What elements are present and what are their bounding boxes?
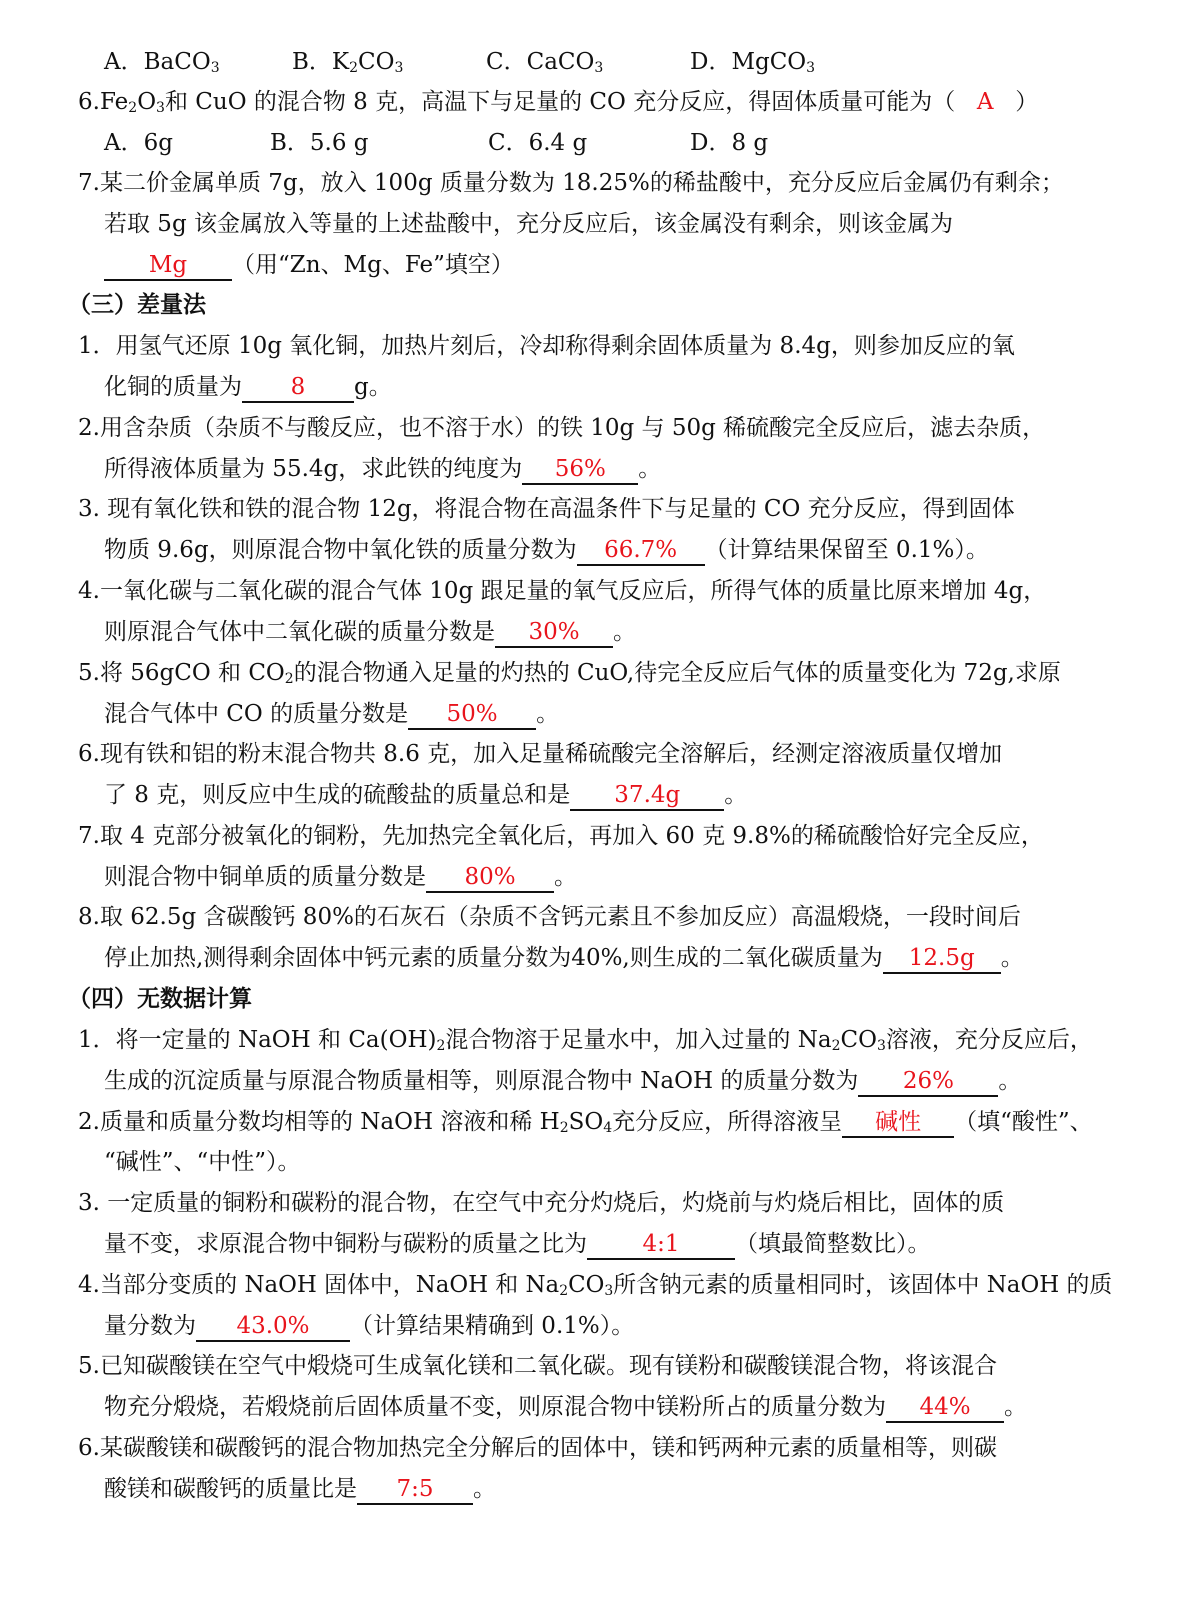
- s4-q1-line2: 生成的沉淀质量与原混合物质量相等，则原混合物中 NaOH 的质量分数为 26% 。: [104, 1066, 1021, 1097]
- s3-q5-answer-blank[interactable]: 50%: [408, 700, 536, 730]
- s3-q7-line2: 则混合物中铜单质的质量分数是 80% 。: [104, 862, 577, 893]
- s3-q2-line1: 2.用含杂质（杂质不与酸反应，也不溶于水）的铁 10g 与 50g 稀硫酸完全反应后，滤去杂质，: [78, 415, 1046, 441]
- s3-q4-line2: 则原混合气体中二氧化碳的质量分数是 30% 。: [104, 617, 636, 648]
- q5-option-a: A．BaCO$_3$: [104, 49, 220, 76]
- s3-q8-line1: 8.取 62.5g 含碳酸钙 80%的石灰石（杂质不含钙元素且不参加反应）高温煅烧，一段时间后: [78, 904, 1021, 930]
- s3-q5-line1: 5.将 56gCO 和 $CO_2$的混合物通入足量的灼热的 CuO,待完全反应后气体的质量变化为 72g,求原: [78, 660, 1061, 687]
- s3-q8-answer-blank[interactable]: 12.5g: [883, 944, 1001, 974]
- q6-stem: $6.Fe_2O_3$和 CuO 的混合物 8 克，高温下与足量的 CO 充分反应，得固体质量可能为（ A ）: [78, 89, 1039, 116]
- s4-q1-answer-blank[interactable]: 26%: [858, 1067, 998, 1097]
- s3-q2-line2: 所得液体质量为 55.4g，求此铁的纯度为 56% 。: [104, 454, 661, 485]
- q6-option-c: C．6.4 g: [488, 130, 588, 156]
- q5-option-c: C．CaCO$_3$: [486, 49, 604, 76]
- s4-q4-answer-blank[interactable]: 43.0%: [196, 1312, 350, 1342]
- s4-q3-line2: 量不变，求原混合物中铜粉与碳粉的质量之比为 4:1 （填最简整数比）。: [104, 1229, 931, 1260]
- s3-q6-line2: 了 8 克，则反应中生成的硫酸盐的质量总和是 37.4g 。: [104, 780, 747, 811]
- section3-title: （三）差量法: [68, 292, 206, 318]
- s3-q1-line2: 化铜的质量为 8 g。: [104, 372, 392, 403]
- s4-q4-line1: 4.当部分变质的 NaOH 固体中，NaOH 和 $Na_2CO_3$所含钠元素的质量相同时，该固体中 NaOH 的质: [78, 1272, 1113, 1299]
- q7-line3: Mg （用“Zn、Mg、Fe”填空）: [104, 250, 514, 281]
- s3-q7-answer-blank[interactable]: 80%: [426, 863, 554, 893]
- q5-option-b: B．$K_2CO_3$: [292, 49, 404, 76]
- s3-q4-line1: 4.一氧化碳与二氧化碳的混合气体 10g 跟足量的氧气反应后，所得气体的质量比原来增加 4g，: [78, 578, 1047, 604]
- s3-q7-line1: 7.取 4 克部分被氧化的铜粉，先加热完全氧化后，再加入 60 克 9.8%的稀硫酸恰好完全反应，: [78, 823, 1044, 849]
- q5-option-d: D．MgCO$_3$: [690, 49, 816, 76]
- s4-q5-line2: 物充分煅烧，若煅烧前后固体质量不变，则原混合物中镁粉所占的质量分数为 44% 。: [104, 1392, 1027, 1423]
- s4-q5-answer-blank[interactable]: 44%: [886, 1393, 1004, 1423]
- s4-q1-line1: 1．将一定量的 NaOH 和 $Ca(OH)_2$混合物溶于足量水中，加入过量的 $Na_2CO_3$溶液，充分反应后，: [78, 1027, 1093, 1054]
- s3-q2-answer-blank[interactable]: 56%: [522, 455, 638, 485]
- s4-q6-line2: 酸镁和碳酸钙的质量比是 7:5 。: [104, 1474, 496, 1505]
- s4-q3-answer-blank[interactable]: 4:1: [587, 1230, 735, 1260]
- s4-q6-line1: 6.某碳酸镁和碳酸钙的混合物加热完全分解后的固体中，镁和钙两种元素的质量相等，则碳: [78, 1435, 997, 1461]
- q6-option-a: A．6g: [104, 130, 173, 156]
- s3-q4-answer-blank[interactable]: 30%: [495, 618, 613, 648]
- s3-q3-answer-blank[interactable]: 66.7%: [577, 536, 705, 566]
- s4-q5-line1: 5.已知碳酸镁在空气中煅烧可生成氧化镁和二氧化碳。现有镁粉和碳酸镁混合物，将该混合: [78, 1353, 997, 1379]
- q7-line2: 若取 5g 该金属放入等量的上述盐酸中，充分反应后，该金属没有剩余，则该金属为: [104, 211, 953, 237]
- q6-option-d: D．8 g: [690, 130, 769, 156]
- s4-q2-line1: 2.质量和质量分数均相等的 NaOH 溶液和稀 $H_2SO_4$充分反应，所得溶液呈 碱性 （填“酸性”、: [78, 1109, 1093, 1136]
- s3-q6-line1: 6.现有铁和铝的粉末混合物共 8.6 克，加入足量稀硫酸完全溶解后，经测定溶液质量仅增加: [78, 741, 1003, 767]
- s3-q1-answer-blank[interactable]: 8: [242, 373, 354, 403]
- s3-q1-line1: 1．用氢气还原 10g 氧化铜，加热片刻后，冷却称得剩余固体质量为 8.4g，则参加反应的氧: [78, 333, 1015, 359]
- s4-q2-answer-blank[interactable]: 碱性: [842, 1108, 954, 1138]
- q7-answer-blank[interactable]: Mg: [104, 251, 232, 281]
- s4-q6-answer-blank[interactable]: 7:5: [357, 1475, 473, 1505]
- s3-q5-line2: 混合气体中 CO 的质量分数是 50% 。: [104, 699, 559, 730]
- s4-q3-line1: 3. 一定质量的铜粉和碳粉的混合物，在空气中充分灼烧后，灼烧前与灼烧后相比，固体的质: [78, 1190, 1005, 1216]
- q6-answer: A: [976, 89, 994, 115]
- q7-line1: 7.某二价金属单质 7g，放入 100g 质量分数为 18.25%的稀盐酸中，充分反应后金属仍有剩余；: [78, 170, 1064, 196]
- s3-q3-line2: 物质 9.6g，则原混合物中氧化铁的质量分数为 66.7% （计算结果保留至 0.1%）。: [104, 535, 989, 566]
- q6-option-b: B．5.6 g: [270, 130, 369, 156]
- s3-q3-line1: 3. 现有氧化铁和铁的混合物 12g，将混合物在高温条件下与足量的 CO 充分反应，得到固体: [78, 496, 1015, 522]
- s4-q2-line2: “碱性”、“中性”）。: [104, 1149, 301, 1175]
- s3-q6-answer-blank[interactable]: 37.4g: [570, 781, 724, 811]
- section4-title: （四）无数据计算: [68, 986, 252, 1012]
- s4-q4-line2: 量分数为 43.0% （计算结果精确到 0.1%）。: [104, 1311, 634, 1342]
- s3-q8-line2: 停止加热,测得剩余固体中钙元素的质量分数为40%,则生成的二氧化碳质量为 12.5g 。: [104, 943, 1024, 974]
